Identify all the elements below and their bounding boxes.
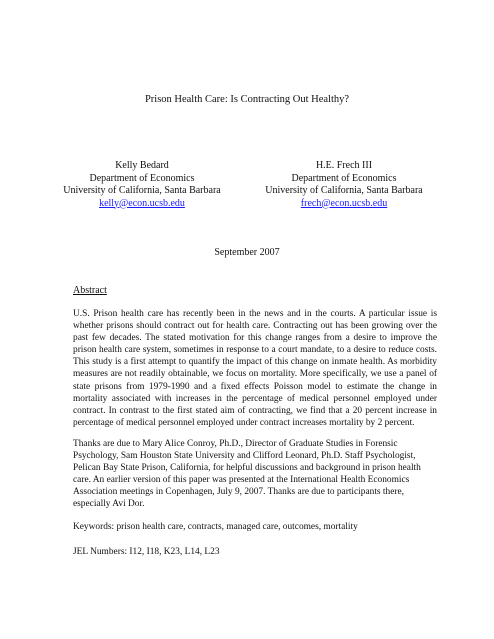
author-block-2 [244, 160, 444, 210]
acknowledgements-text: Thanks are due to Mary Alice Conroy, Ph.D., Director of Graduate Studies in Forensic Psychology, Sam Houston State University and Clifford Leonard, Ph.D. Staff Psychologist, Pelican Bay State Prison, California, for helpful discussions and background in prison health care. An earlier version of this paper was presented at the International Health Economics Association meetings in Copenhagen, July 9, 2007. Thanks are due to participants there, especially Avi Dor. [73, 439, 421, 510]
author-name: H.E. Frech III [315, 160, 373, 171]
paper-date: September 2007 [214, 247, 280, 258]
jel-numbers-text: JEL Numbers: I12, I18, K23, L14, L23 [73, 547, 220, 557]
author-department: Department of Economics [89, 172, 195, 184]
keywords-text: Keywords: prison health care, contracts, managed care, outcomes, mortality [73, 522, 358, 532]
author-email-link[interactable]: kelly@econ.ucsb.edu [99, 197, 185, 209]
abstract-heading: Abstract [73, 285, 107, 296]
paper-title: Prison Health Care: Is Contracting Out Healthy? [144, 94, 350, 105]
author-affiliation: University of California, Santa Barbara [265, 185, 423, 196]
author-affiliation: University of California, Santa Barbara [63, 185, 221, 196]
abstract-text: U.S. Prison health care has recently been in the news and in the courts. A particular issue is whether prisons should contract out for health care. Contracting out has been growing over the past few decades. The stated motivation for this change ranges from a desire to improve the prison health care system, sometimes in response to a court mandate, to a desire to reduce costs. This study is a first attempt to quantify the impact of this change on inmate health. As morbidity measures are not readily obtainable, we focus on mortality. More specifically, we use a panel of state prisons from 1979-1990 and a fixed effects Poisson model to estimate the change in mortality associated with increases in the percentage of medical personnel employed under contract. In contrast to the first stated aim of contracting, we find that a 20 percent increase in percentage of medical personnel employed under contract increases mortality by 2 percent. [73, 309, 437, 428]
author-email-link[interactable]: frech@econ.ucsb.edu [300, 197, 388, 209]
author-name: Kelly Bedard [115, 160, 169, 171]
author-department: Department of Economics [291, 172, 397, 184]
author-block-1 [42, 160, 242, 210]
